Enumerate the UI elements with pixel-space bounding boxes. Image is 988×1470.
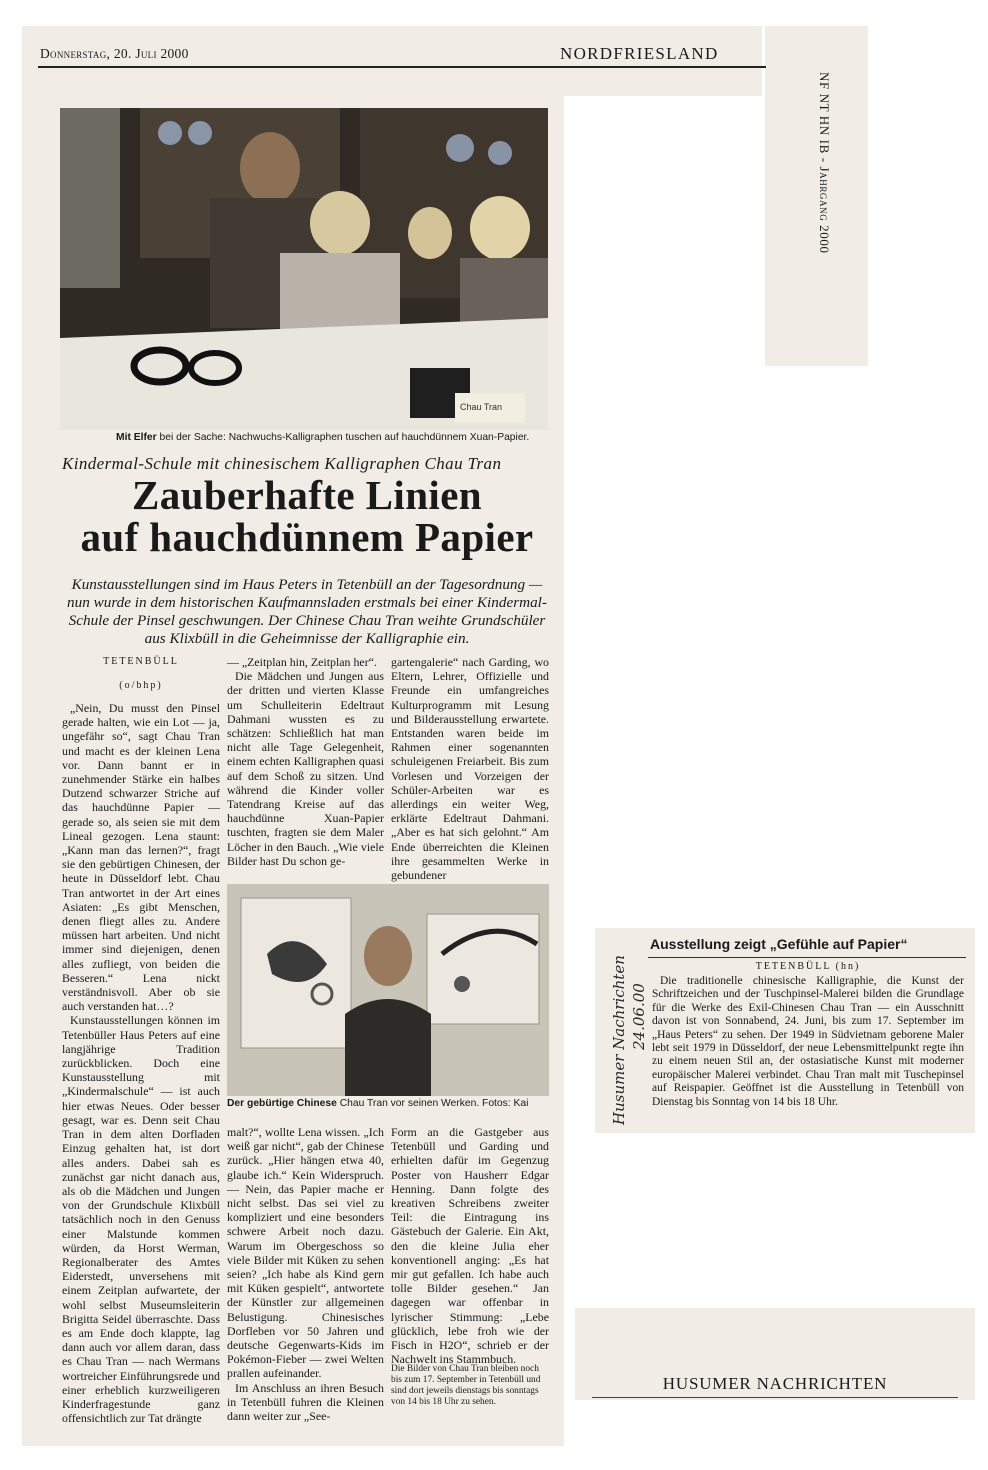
photo-calligraphy-illustration [60, 108, 548, 430]
article-column-2-lower [227, 1125, 384, 1423]
notice-rule [648, 957, 966, 958]
headline-line-2: auf hauchdünnem Papier [80, 514, 534, 560]
notice-title: Ausstellung zeigt „Gefühle auf Papier“ [650, 936, 908, 952]
col2b-paragraph: malt?“, wollte Lena wissen. „Ich weiß gar nicht“, gab der Chinese zurück. „Hier hängen etwa 40, glaube ich.“ Kein Widerspruch. — Nein, das Papier mache er nicht selbst. Das sei viel zu kompliziert und eine besonders schwere Arbeit noch dazu. Warum im Obergeschoss so viele Bilder mit Küken zu sehen seien? „Ich habe als Kind gern mit Küken gespielt“, antwortete der Künstler zur allgemeinen Belustigung. Chinesisches Dorfleben vor 50 Jahren und deutsche Gegenwarts-Kids im Pokémon-Fieber — zwei Welten prallen aufeinander. [227, 1125, 384, 1381]
photo-mid-caption-text: Chau Tran vor seinen Werken. Fotos: Kai [336, 1098, 529, 1109]
photo-mid-caption-bold: Der gebürtige Chinese [227, 1098, 337, 1109]
edition-label: NF NT HN IB - Jahrgang 2000 [817, 72, 832, 254]
photo-top-caption-text: bei der Sache: Nachwuchs-Kalligraphen tuschen auf hauchdünnem Xuan-Papier. [156, 432, 530, 443]
photo-artist-portrait [227, 884, 549, 1096]
photo-calligraphy-class [60, 108, 548, 430]
col1-paragraph: „Nein, Du musst den Pinsel gerade halten, wie ein Lot — ja, ungefähr so“, sagt Chau Tran und macht es der kleinen Lena vor. Dann bannt er in zunehmender Stärke ein halbes Dutzend schwarzer Striche auf das hauchdünne Papier — gerade so, als seien sie mit dem Lineal gezogen. Lena staunt: „Kann man das lernen?“, fragt sie den gebürtigen Chinesen, der heute in Düsseldorf lebt. Chau Tran antwortet in der Art eines Asiaten: „Es gibt Menschen, denen fliegt alles zu. Andere müssen hart arbeiten. Und nicht immer sind diejenigen, denen alles zufliegt, von beiden die Besseren.“ Lena nickt verständnisvoll. Aber ob sie auch verstanden hat…? [62, 701, 220, 1014]
photo-top-caption [116, 432, 529, 444]
col3-paragraph: gartengalerie“ nach Garding, wo Eltern, Lehrer, Offizielle und Freunde ein umfangreiches Kulturprogramm mit Lesung und Bilderausstellung erwartete. Entstanden waren beide im Rahmen einer sogenannten schuleigenen Freiarbeit. Bis zum Vorlesen und Vorzeigen der Schüler-Arbeiten war es allerdings ein weiter Weg, erklärte Edeltraut Dahmani. „Aber es hat sich gelohnt.“ Am Ende überreichten die Kleinen ihre gesammelten Werke in gebundener [391, 655, 549, 883]
notice-dateline: TETENBÜLL (hn) [755, 961, 861, 972]
article-byline: (o/bhp) [119, 680, 163, 691]
handwritten-date: 24.06.00 [630, 983, 648, 1050]
col3b-paragraph: Form an die Gastgeber aus Tetenbüll und Garding und erhielten dafür im Gegenzug Poster von Hausherr Edgar Henning. Dann folgte des kreativen Schreibens zweiter Teil: die Eintragung ins Gästebuch der Galerie. Ein Akt, den die kleine Julia eher konventionell anging: „Es hat mir gut gefallen. Ich habe auch tolle Bilder gesehen.“ Jan dagegen war offenbar in lyrischer Stimmung: „Lebe glücklich, lebe froh wie der Fisch in H2O“, schrieb er der Nachwelt ins Stammbuch. [391, 1125, 549, 1367]
article-kicker: Kindermal-Schule mit chinesischem Kalligraphen Chau Tran [62, 454, 502, 473]
article-dateline: TETENBÜLL [103, 656, 179, 667]
photo-mid-caption [227, 1098, 528, 1110]
article-column-3-lower [391, 1125, 549, 1366]
col2-paragraph: — „Zeitplan hin, Zeitplan her“. [227, 655, 377, 669]
issue-date: Donnerstag, 20. Juli 2000 [40, 46, 189, 61]
article-headline [62, 474, 552, 558]
article-column-3 [391, 655, 549, 882]
photo-artist-illustration [227, 884, 549, 1096]
newspaper-name: HUSUMER NACHRICHTEN [662, 1374, 888, 1393]
handwritten-source: Husumer Nachrichten [610, 955, 628, 1125]
footer-rule [592, 1397, 958, 1398]
handwritten-annotation [606, 930, 650, 1130]
col1-paragraph: Kunstausstellungen können im Tetenbüller Haus Peters auf eine langjährige Tradition zurückblicken. Doch eine Kunstausstellung mit „Kindermalschule“ — ist auch hier etwas Neues. Oder besser gesagt, war es. Denn seit Chau Tran in dem alten Dorfladen Einzug gehalten hat, ist dort alles anders. Dabei sah es zunächst gar nicht danach aus, als ob die Mädchen und Jungen von der Grundschule Klixbüll tatsächlich noch in den Genuss einer Malstunde kommen würden, da Horst Werman, Regionalberater des Amtes Eiderstedt, unversehens mit einem Zeitplan aufwartete, der wohl selbst Museumsleiterin Brigitta Seidel überraschte. Dass es am Ende doch klappte, lag dann auch vor allem daran, dass es Chau Tran — nach Wermans wortreicher Einführungsrede und einer erheblich kurzweiligeren Kinderfragestunde ganz offensichtlich zur Tat drängte [62, 1013, 220, 1426]
col2-paragraph: Die Mädchen und Jungen aus der dritten und vierten Klasse um Schulleiterin Edeltraut Dahmani wussten es zu schätzen: Schließlich hat man nicht alle Tage Gelegenheit, einem echten Kalligraphen quasi auf dem Schoß zu sitzen. Und während die Kinder voller Tatendrang Kreise auf das hauchdünne Xuan-Papier tuschten, fragten sie dem Maler Löcher in den Bauch. „Wie viele Bilder hast Du schon ge- [227, 669, 384, 868]
exhibition-note: Die Bilder von Chau Tran bleiben noch bis zum 17. September in Tetenbüll und sind dort jeweils dienstags bis sonntags von 14 bis 18 Uhr zu sehen. [391, 1364, 541, 1407]
photo-top-caption-bold: Mit Elfer [116, 432, 157, 443]
col2b-paragraph: Im Anschluss an ihren Besuch in Tetenbüll fuhren die Kleinen dann weiter zur „See- [227, 1380, 384, 1424]
notice-body [652, 975, 964, 1109]
notice-paragraph: Die traditionelle chinesische Kalligraphie, die Kunst der Schriftzeichen und der Tuschpinsel-Malerei bilden die Grundlage für die Werke des Exil-Chinesen Chau Tran — ein Ausschnitt davon ist von Sonnabend, 24. Juni, bis zum 17. September im „Haus Peters“ zu sehen. Der 1949 in Südvietnam geborene Maler lebt seit 1979 in Düsseldorf, der neue Lebensmittelpunkt regte ihn zu einem neuen Stil an, der ostasiatische Kunst mit moderner europäischer Malerei verbindet. Chau Tran malt mit Tuschepinsel auf Reispapier. Geöffnet ist die Ausstellung in Tetenbüll von Dienstag bis Sonntag von 14 bis 18 Uhr. [652, 975, 964, 1108]
article-intro: Kunstausstellungen sind im Haus Peters in Tetenbüll an der Tagesordnung — nun wurde in dem historischen Kaufmannsladen erstmals bei einer Kindermal-Schule der Pinsel geschwungen. Der Chinese Chau Tran weihte Grundschüler aus Klixbüll in die Geheimnisse der Kalligraphie ein. [67, 576, 547, 647]
region-section: NORDFRIESLAND [560, 44, 719, 63]
photo-signature-text: Chau Tran [460, 402, 503, 412]
article-column-2 [227, 655, 384, 868]
headline-line-1: Zauberhafte Linien [131, 472, 483, 518]
article-column-1 [62, 701, 220, 1425]
header-rule [38, 66, 766, 68]
